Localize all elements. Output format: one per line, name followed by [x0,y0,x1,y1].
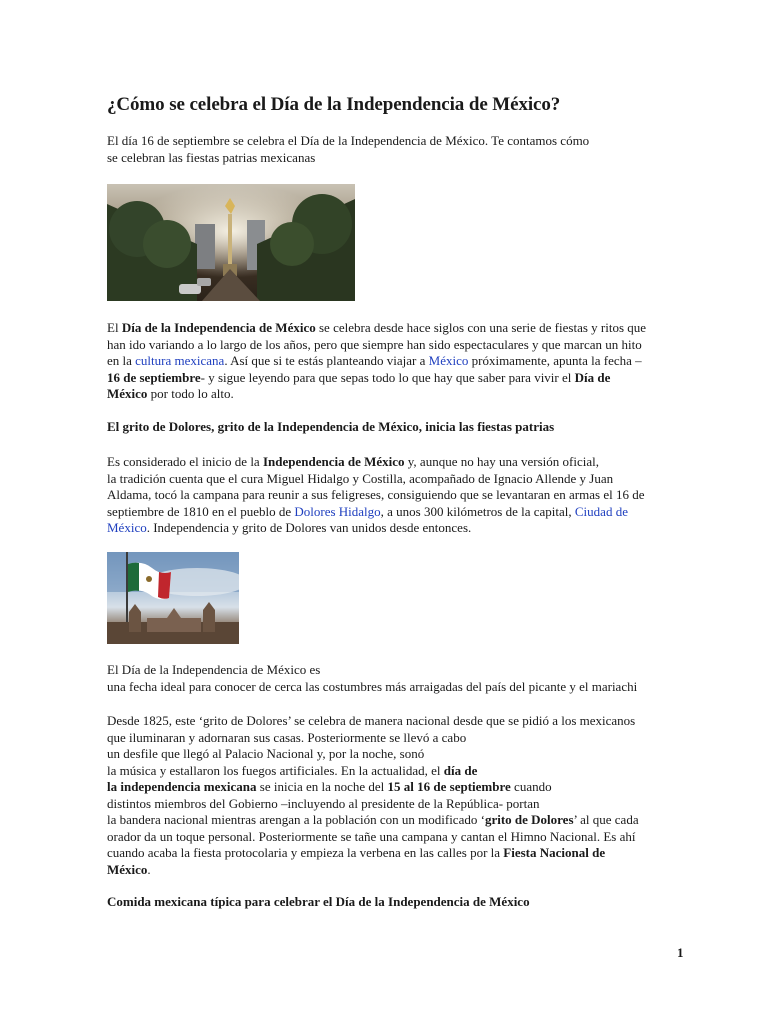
link-dolores-hidalgo[interactable]: Dolores Hidalgo [294,503,381,519]
para-grito-dolores: Es considerado el inicio de la Independencia de México y, aunque no hay una versión oficial, la tradición cuenta que el cura Miguel Hidalgo y Costilla, acompañado de Ignacio Allende y Juan Aldama, tocó la campana para reunir a sus feligreses, consiguiendo que se levantaran en armas el 16 de septiembre de 1810 en el pueblo de Dolores Hidalgo, a unos 300 kilómetros de la capital, Ciudad de México. Independencia y grito de Dolores van unidos desde entonces. [107,454,645,535]
mexican-flag-zocalo-photo [107,552,239,644]
para-fecha-ideal: El Día de la Independencia de México es una fecha ideal para conocer de cerca las costumbres más arraigadas del país del picante y el mariachi [107,662,638,694]
link-ciudad-de-mexico-cont[interactable]: México [107,520,147,535]
page-number: 1 [677,945,684,960]
angel-independencia-photo [107,184,355,301]
para-desde-1825: Desde 1825, este ‘grito de Dolores’ se celebra de manera nacional desde que se pidió a los mexicanos que iluminaran y adornaran sus casas. Posteriormente se llevó a cabo un desfile que llegó al Palacio Nacional y, por la noche, sonó la música y estallaron los fuegos artificiales. En la actualidad, el día de la independencia mexicana se inicia en la noche del 15 al 16 de septiembre cuando distintos miembros del Gobierno –incluyendo al presidente de la República- portan la bandera nacional mientras arengan a la población con un modificado ‘grito de Dolores’ al que cada orador da un toque personal. Posteriormente se tañe una campana y cantan el Himno Nacional. Es ahí cuando acaba la fiesta protocolaria y empieza la verbena en las calles por la Fiesta Nacional de México. [107,713,639,877]
section-heading-grito: El grito de Dolores, grito de la Independencia de México, inicia las fiestas patrias [107,419,555,434]
page-title: ¿Cómo se celebra el Día de la Independencia de México? [107,94,561,115]
section-heading-comida: Comida mexicana típica para celebrar el Día de la Independencia de México [107,894,530,909]
link-mexico[interactable]: México [428,353,469,368]
link-cultura-mexicana[interactable]: cultura mexicana [135,353,225,368]
para-dia-independencia: El Día de la Independencia de México se celebra desde hace siglos con una serie de fiestas y ritos que han ido variando a lo largo de los años, pero que siempre han sido espectaculares y que marcan un hito en la cultura mexicana. Así que si te estás planteando viajar a México próximamente, apunta la fecha – 16 de septiembre- y sigue leyendo para que sepas todo lo que hay que saber para vivir el Día de México por todo lo alto. [107,320,647,401]
link-ciudad-de-mexico[interactable]: Ciudad de [574,503,628,519]
intro-paragraph: El día 16 de septiembre se celebra el Día de la Independencia de México. Te contamos cómo se celebran las fiestas patrias mexicanas [107,133,590,165]
